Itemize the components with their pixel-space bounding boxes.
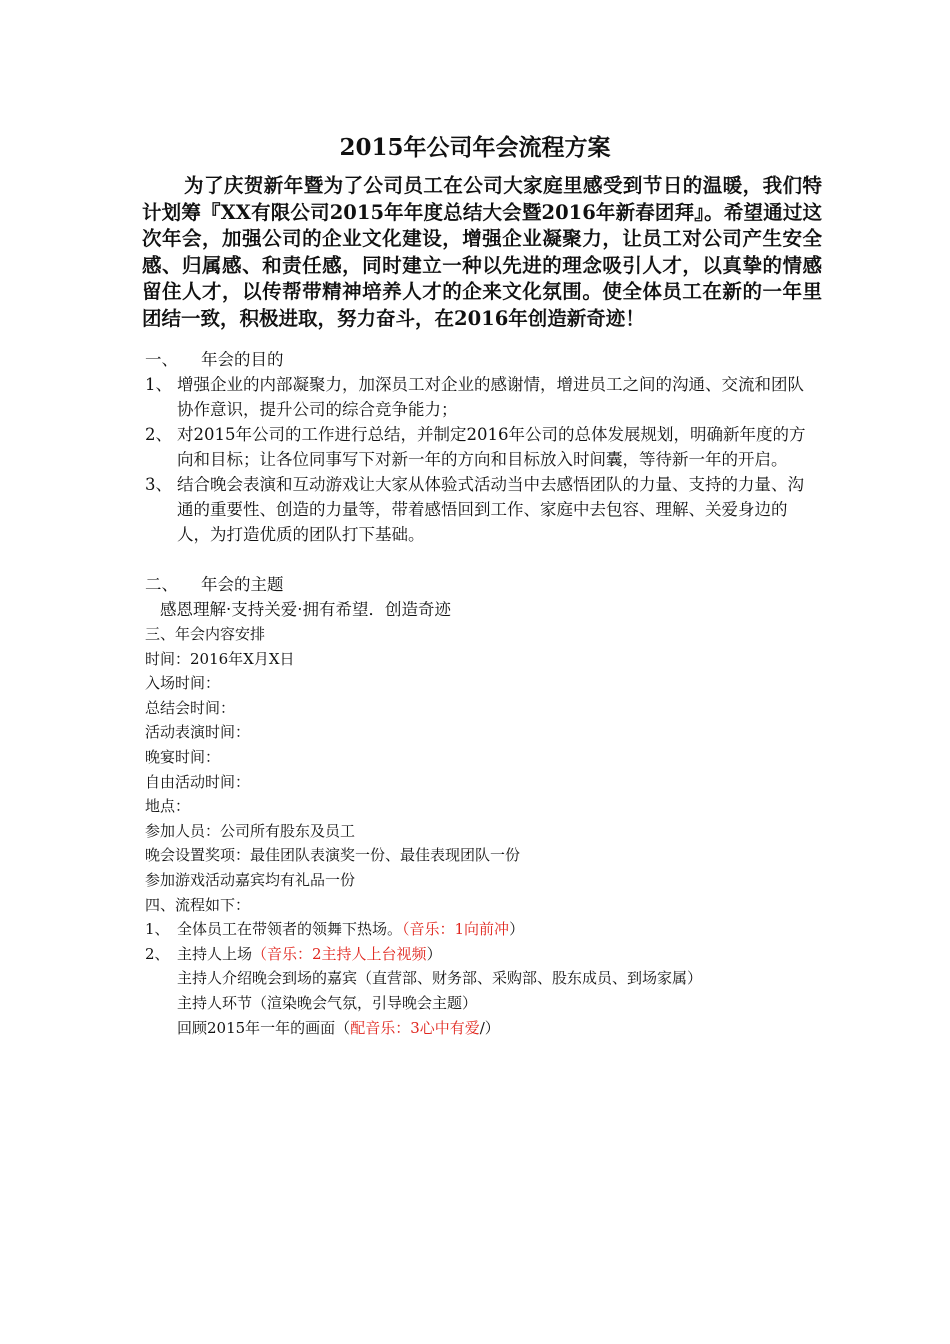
section4-heading: 四、流程如下： — [145, 895, 251, 914]
schedule-line: 参加游戏活动嘉宾均有礼品一份 — [145, 870, 356, 889]
intro-paragraph: 为了庆贺新年暨为了公司员工在公司大家庭里感受到节日的温暖，我们特计划筹『XX有限公司2015年年度总结大会暨2016年新春团拜』。希望通过这次年会，加强公司的企业文化建设，增强企业凝聚力，让员工对公司产生安全感、归属感、和责任感，同时建立一种以先进的理念吸引人才，以真挚的情感留住人才，以传帮带精神培养人才的企来文化氛围。使全体员工在新的一年里团结一致，积极进取，努力奋斗，在2016年创造新奇迹！ — [142, 174, 822, 330]
section1-list — [145, 372, 815, 547]
schedule-line: 晚会设置奖项：最佳团队表演奖一份、最佳表现团队一份 — [145, 846, 521, 865]
process-step — [145, 942, 702, 967]
list-item-number: 3、 — [145, 475, 172, 494]
document-title: 2015年公司年会流程方案 — [339, 134, 611, 161]
section2-heading — [145, 572, 284, 597]
section3-heading: 三、年会内容安排 — [145, 625, 266, 643]
step-text: 主持人上场 — [177, 944, 253, 963]
schedule-line: 参加人员：公司所有股东及员工 — [145, 821, 356, 840]
music-note: （音乐：1向前冲 — [402, 920, 510, 939]
paren-close: ） — [426, 944, 442, 963]
theme-text: 感恩理解·支持关爱·拥有希望．创造奇迹 — [160, 600, 451, 619]
schedule-line: 入场时间： — [145, 674, 221, 693]
paren-close: ） — [509, 920, 525, 939]
list-item — [145, 422, 815, 472]
step-text: 全体员工在带领者的领舞下热场。 — [177, 920, 403, 939]
schedule-line: 地点： — [145, 797, 191, 816]
section1-title: 年会的目的 — [201, 350, 284, 369]
list-item-text: 结合晚会表演和互动游戏让大家从体验式活动当中去感悟团队的力量、支持的力量、沟通的重要性、创造的力量等，带着感悟回到工作、家庭中去包容、理解、关爱身边的人，为打造优质的团队打下基础。 — [177, 475, 804, 544]
section2-number: 二、 — [145, 575, 178, 594]
process-step — [145, 917, 702, 942]
process-substep: 主持人环节（渲染晚会气氛，引导晚会主题） — [177, 993, 478, 1012]
list-item — [145, 472, 815, 547]
schedule-line: 自由活动时间： — [145, 772, 251, 791]
music-note: （音乐：2主持人上台视频 — [252, 944, 427, 963]
list-item-text: 增强企业的内部凝聚力，加深员工对企业的感谢情，增进员工之间的沟通、交流和团队协作意识，提升公司的综合竞争能力； — [177, 375, 804, 419]
section1-number: 一、 — [145, 350, 178, 369]
schedule-line: 晚宴时间： — [145, 747, 221, 766]
list-item-number: 1、 — [145, 375, 172, 394]
list-item — [145, 372, 815, 422]
section1-heading — [145, 347, 284, 372]
schedule-line: 时间：2016年X月X日 — [145, 649, 295, 668]
schedule-line: 活动表演时间： — [145, 723, 251, 742]
substep-text: 回顾2015年一年的画面（ — [177, 1018, 351, 1037]
schedule-block — [145, 622, 702, 1040]
process-substep — [145, 1016, 702, 1041]
list-item-text: 对2015年公司的工作进行总结，并制定2016年公司的总体发展规划，明确新年度的方向和目标；让各位同事写下对新一年的方向和目标放入时间囊，等待新一年的开启。 — [177, 425, 806, 469]
schedule-line: 总结会时间： — [145, 698, 236, 717]
paren-close: /） — [479, 1018, 500, 1037]
process-substep: 主持人介绍晚会到场的嘉宾（直营部、财务部、采购部、股东成员、到场家属） — [177, 969, 703, 988]
list-item-number: 2、 — [145, 425, 172, 444]
step-number: 2、 — [145, 944, 170, 963]
section2-title: 年会的主题 — [201, 575, 284, 594]
step-number: 1、 — [145, 920, 170, 939]
music-note: 配音乐：3心中有爱 — [350, 1018, 480, 1037]
